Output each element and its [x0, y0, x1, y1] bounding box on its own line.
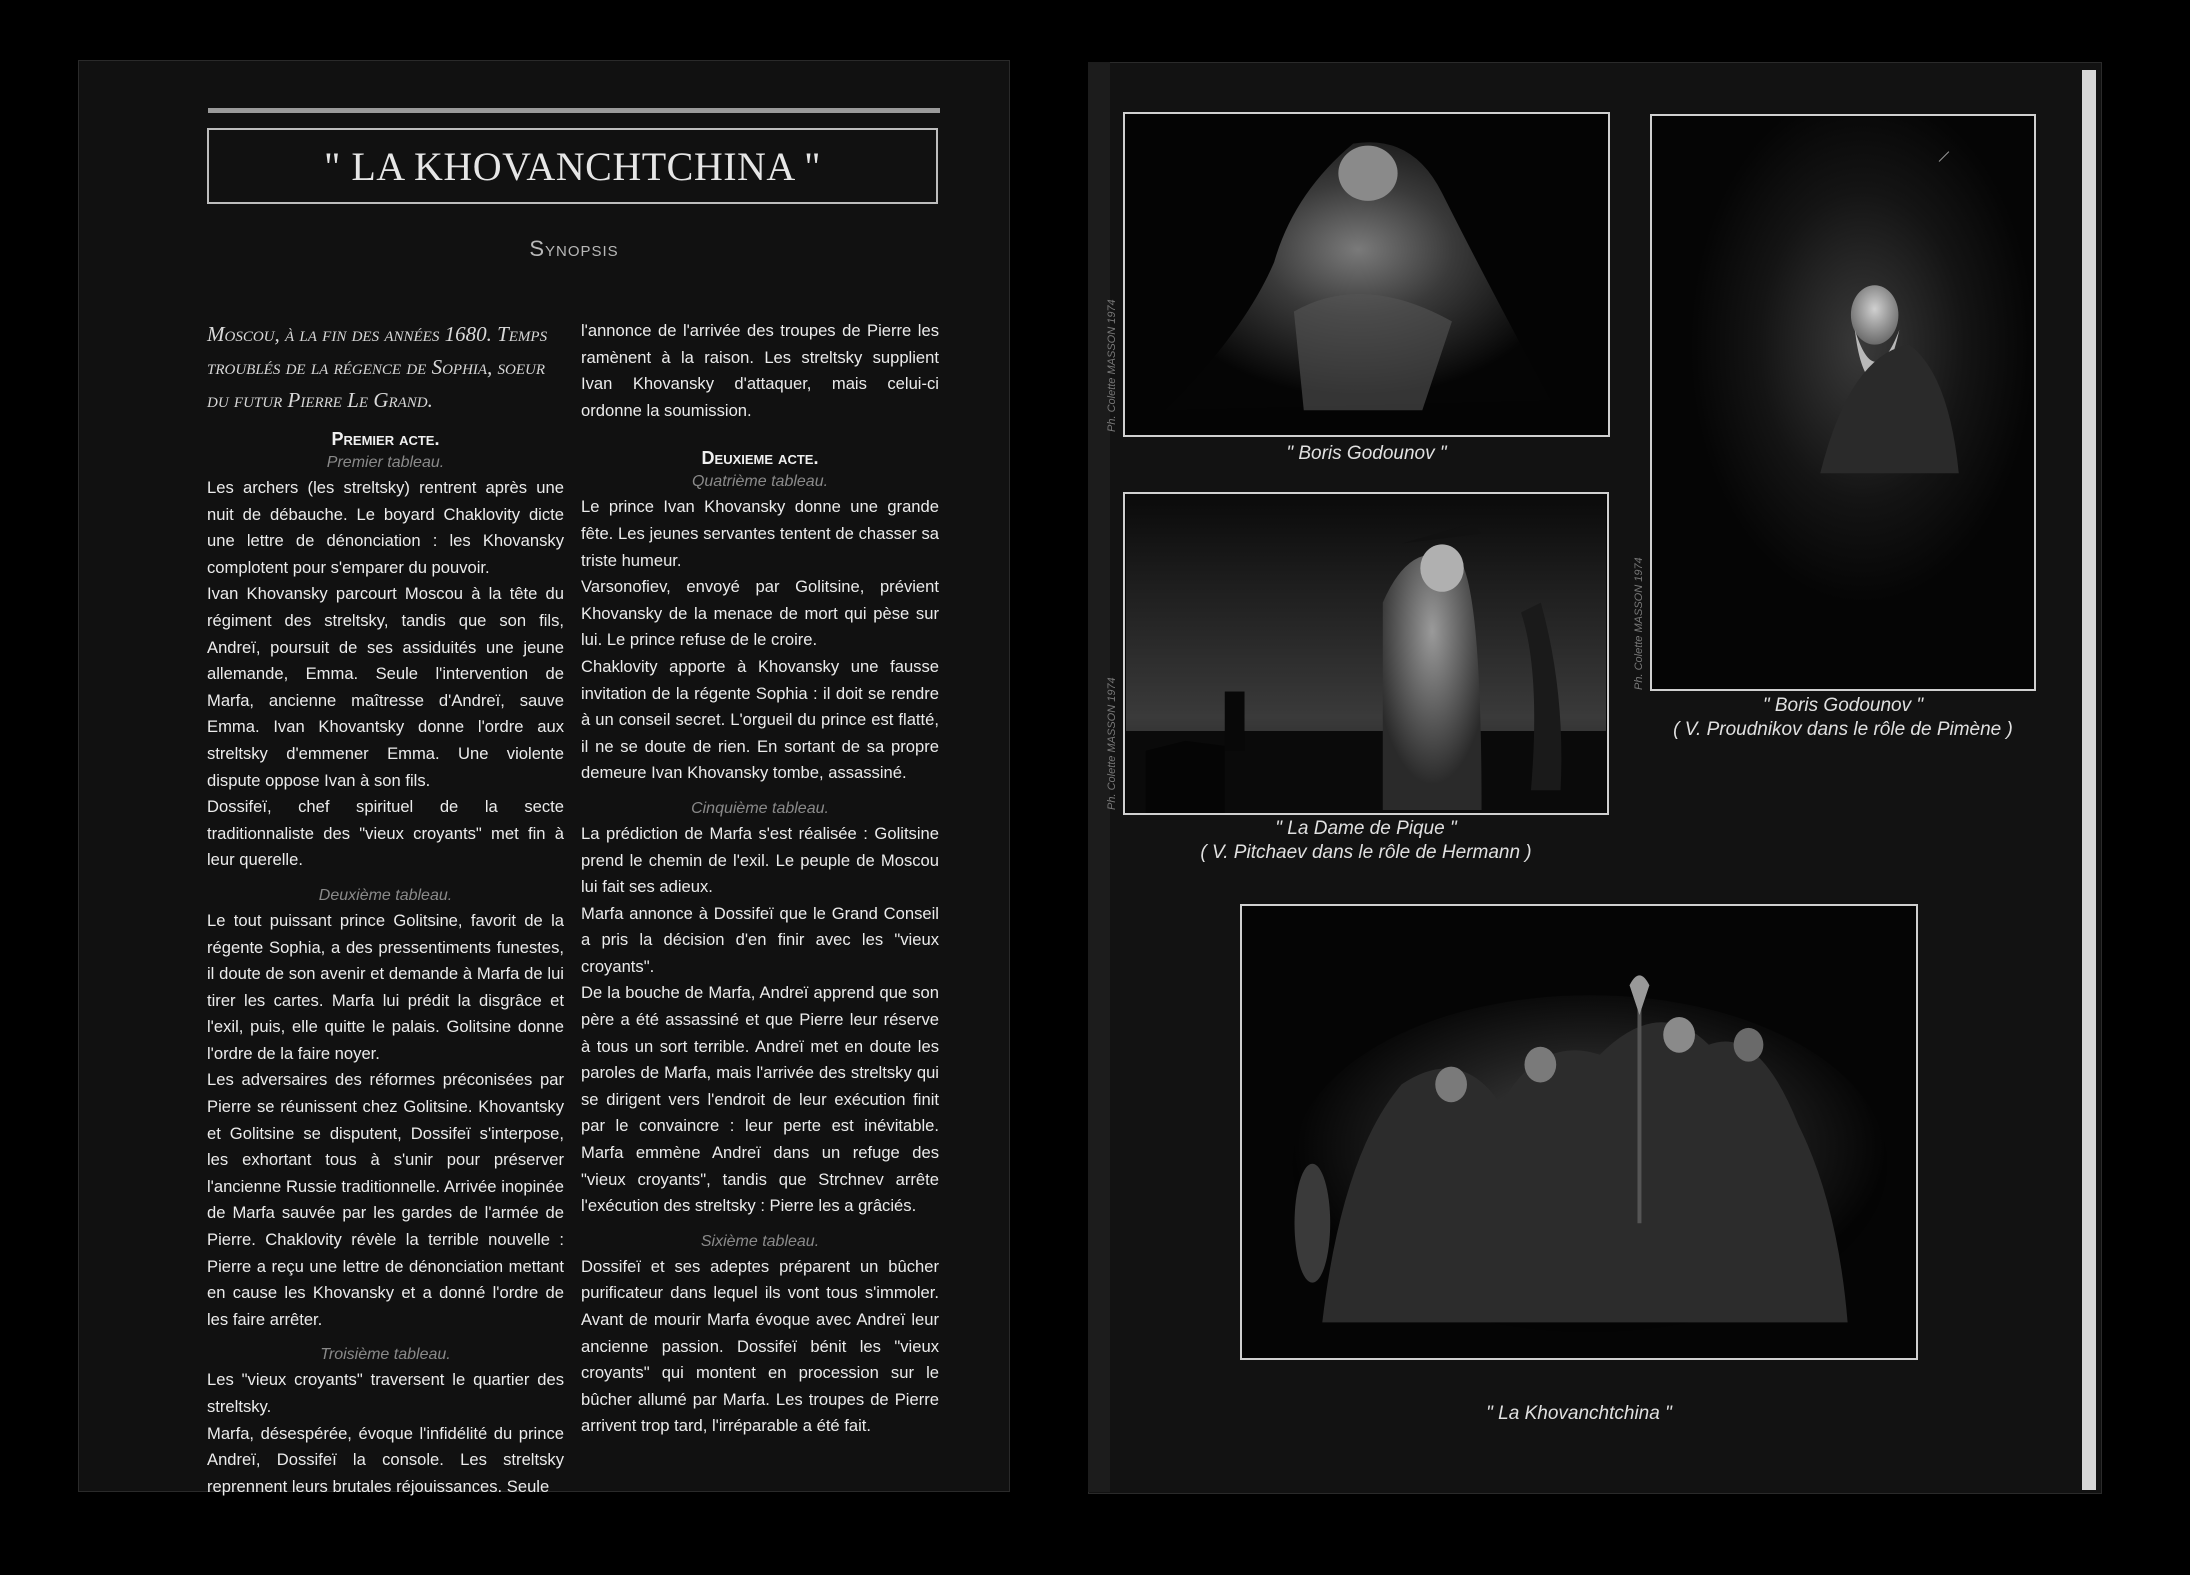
page-edge: [2082, 70, 2096, 1490]
photo-boris-godounov-2: [1650, 114, 2036, 691]
paragraph: De la bouche de Marfa, Andreï apprend que son père a été assassiné et que Pierre leur réserve à tous un sort terrible. Andreï met en doute les paroles de Marfa, mais l'arrivée des streltsky qui se dirigent vers l'endroit de leur exécution finit par le convaincre : leur perte est inévitable. Marfa emmène Andreï dans un refuge des "vieux croyants", tandis que Strchnev arrête l'exécution des streltsky : Pierre les a grâciés.: [581, 983, 939, 1216]
paragraph: Dossifeï, chef spirituel de la secte traditionnaliste des "vieux croyants" met fin à leur querelle.: [207, 797, 564, 870]
paragraph: Ivan Khovansky parcourt Moscou à la tête du régiment des streltsky, tandis que son fils, Andreï, poursuit de ses assiduités une jeune allemande, Emma. Seule l'intervention de Marfa, ancienne maîtresse d'Andreï, sauve Emma. Ivan Khovantsky donne l'ordre aux streltsky d'emmener Emma. Une violente dispute oppose Ivan à son fils.: [207, 584, 564, 790]
caption-line: ( V. Proudnikov dans le rôle de Pimène ): [1673, 719, 2013, 740]
paragraph: Marfa, désespérée, évoque l'infidélité du prince Andreï, Dossifeï la console. Les streltsky reprennent leurs brutales réjouissances. Seule: [207, 1423, 564, 1496]
photo-image: [1652, 116, 2034, 689]
photo-caption: [1620, 694, 2066, 742]
text-column-right: [581, 318, 939, 1440]
paragraph: Les archers (les streltsky) rentrent après une nuit de débauche. Le boyard Chaklovity dicte une lettre de dénonciation : les Khovansky complotent pour s'emparer du pouvoir.: [207, 478, 564, 577]
title-box: [207, 128, 938, 204]
paragraph: Marfa annonce à Dossifeï que le Grand Conseil a pris la décision d'en finir avec les "vieux croyants".: [581, 903, 939, 976]
act-heading: Deuxieme acte.: [701, 448, 819, 469]
paragraph: Chaklovity apporte à Khovansky une fausse invitation de la régente Sophia : il doit se rendre à un conseil secret. L'orgueil du prince est flatté, il ne se doute de rien. En sortant de sa propre demeure Ivan Khovansky tombe, assassiné.: [581, 656, 939, 783]
paragraph: Varsonofiev, envoyé par Golitsine, prévient Khovansky de la menace de mort qui pèse sur lui. Le prince refuse de le croire.: [581, 577, 939, 650]
photo-boris-godounov-1: [1123, 112, 1610, 437]
paragraph: Le prince Ivan Khovansky donne une grande fête. Les jeunes servantes tentent de chasser sa triste humeur.: [581, 497, 939, 570]
tableau-heading: Premier tableau.: [326, 454, 445, 471]
paragraph: Le tout puissant prince Golitsine, favorit de la régente Sophia, a des pressentiments funestes, il doute de son avenir et demande à Marfa de lui tirer les cartes. Marfa lui prédit la disgrâce et l'exil, puis, elle quitte le palais. Golitsine donne l'ordre de la faire noyer.: [207, 910, 564, 1063]
photo-caption: " Boris Godounov ": [1286, 443, 1447, 464]
photo-caption: [1123, 817, 1609, 865]
photo-dame-de-pique: [1123, 492, 1609, 815]
paragraph: Dossifeï et ses adeptes préparent un bûcher purificateur dans lequel ils vont tous s'immoler. Avant de mourir Marfa évoque avec Andreï leur ancienne passion. Dossifeï bénit les "vieux croyants" qui montent en procession sur le bûcher allumé par Marfa. Les troupes de Pierre arrivent trop tard, l'irréparable a été fait.: [581, 1256, 939, 1436]
title-rule: [208, 108, 940, 113]
photo-khovanchtchina: [1240, 904, 1918, 1360]
tableau-heading: Cinquième tableau.: [691, 799, 829, 817]
intro-paragraph: Moscou, à la fin des années 1680. Temps troublés de la régence de Sophia, soeur du futur Pierre Le Grand.: [207, 322, 548, 412]
act-heading: Premier acte.: [331, 429, 440, 449]
paragraph: l'annonce de l'arrivée des troupes de Pierre les ramènent à la raison. Les streltsky supplient Ivan Khovansky d'attaquer, mais celui-ci ordonne la soumission.: [581, 321, 939, 420]
photo-credit: Ph. Colette MASSON 1974: [1633, 557, 1645, 690]
text-column-left: [207, 318, 564, 1500]
tableau-heading: Sixième tableau.: [700, 1232, 820, 1250]
photo-credit: Ph. Colette MASSON 1974: [1106, 677, 1118, 810]
photo-image: [1125, 494, 1607, 813]
caption-line: " Boris Godounov ": [1762, 695, 1924, 716]
page-title: " LA KHOVANCHTCHINA ": [324, 143, 821, 189]
photo-caption: " La Khovanchtchina ": [1486, 1403, 1672, 1424]
photo-image: [1125, 114, 1608, 435]
paragraph: La prédiction de Marfa s'est réalisée : Golitsine prend le chemin de l'exil. Le peuple de Moscou lui fait ses adieux.: [581, 823, 939, 897]
synopsis-heading: Synopsis: [529, 236, 619, 261]
photo-image: [1242, 906, 1916, 1358]
paragraph: Les "vieux croyants" traversent le quartier des streltsky.: [207, 1370, 564, 1416]
tableau-heading: Quatrième tableau.: [691, 473, 829, 491]
caption-line: ( V. Pitchaev dans le rôle de Hermann ): [1200, 842, 1532, 863]
tableau-heading: Troisième tableau.: [320, 1346, 451, 1364]
paragraph: Les adversaires des réformes préconisées par Pierre se réunissent chez Golitsine. Khovantsky et Golitsine se disputent, Dossifeï s'interpose, les exhortant tous à s'unir pour préserver l'ancienne Russie traditionnelle. Arrivée inopinée de Marfa sauvée par les gardes de l'armée de Pierre. Chaklovity révèle la terrible nouvelle : Pierre a reçu une lettre de dénonciation mettant en cause les Khovansky et a donné l'ordre de les faire arrêter.: [207, 1070, 564, 1329]
photo-credit: Ph. Colette MASSON 1974: [1106, 299, 1118, 432]
tableau-heading: Deuxième tableau.: [318, 886, 453, 904]
caption-line: " La Dame de Pique ": [1275, 818, 1457, 839]
